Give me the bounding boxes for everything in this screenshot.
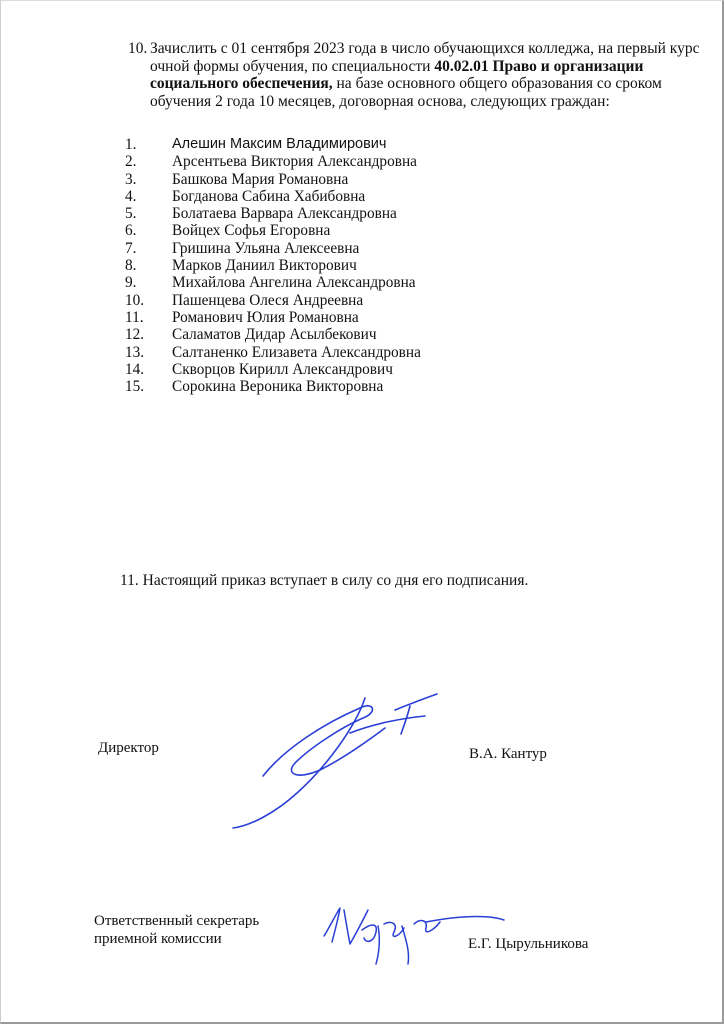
item-text-end: на базе основного общего образования со сроком обучения 2 года 10 месяцев, договорная основа, следующих граждан: [150, 75, 662, 110]
item-number: 10. [128, 40, 148, 57]
student-name: Саламатов Дидар Асылбекович [172, 326, 377, 344]
student-name: Болатаева Варвара Александровна [172, 205, 397, 223]
student-number: 8. [125, 257, 137, 275]
student-row [0, 153, 724, 170]
student-name: Арсентьева Виктория Александровна [172, 153, 417, 171]
student-number: 13. [125, 343, 145, 361]
student-name: Марков Даниил Викторович [172, 257, 357, 275]
student-row [0, 240, 724, 257]
student-row [0, 188, 724, 205]
student-number: 4. [125, 187, 137, 205]
student-number: 7. [125, 239, 137, 257]
student-number: 2. [125, 153, 137, 171]
student-number: 15. [125, 378, 145, 396]
student-number: 12. [125, 326, 145, 344]
student-name: Пашенцева Олеся Андреевна [172, 291, 364, 309]
student-number: 1. [125, 136, 137, 153]
director-signature [225, 688, 450, 833]
student-name: Богданова Сабина Хабибовна [172, 187, 366, 205]
secretary-label-line1: Ответственный секретарь [94, 913, 260, 929]
student-name: Башкова Мария Романовна [172, 170, 349, 188]
student-name: Сорокина Вероника Викторовна [172, 378, 384, 396]
student-name: Романович Юлия Романовна [172, 308, 359, 326]
student-row [0, 205, 724, 222]
student-number: 11. [125, 308, 144, 326]
student-number: 5. [125, 205, 137, 223]
student-name: Гришина Ульяна Алексеевна [172, 239, 360, 257]
item-text-start: Зачислить с 01 сентября 2023 года в число обучающихся колледжа, на первый курс очной формы обучения, по специальности [150, 40, 700, 75]
student-name: Михайлова Ангелина Александровна [172, 274, 416, 292]
student-row [0, 292, 724, 309]
student-row [0, 274, 724, 291]
student-name: Алешин Максим Владимирович [172, 136, 387, 152]
director-label: Директор [98, 740, 159, 756]
student-row [0, 222, 724, 239]
student-row [0, 257, 724, 274]
student-row [0, 171, 724, 188]
student-list [0, 136, 724, 395]
order-item-11: 11. Настоящий приказ вступает в силу со дня его подписания. [120, 572, 529, 589]
order-item-10 [128, 40, 703, 110]
student-number: 6. [125, 222, 137, 240]
student-number: 3. [125, 170, 137, 188]
student-row [0, 378, 724, 395]
student-name: Войцех Софья Егоровна [172, 222, 331, 240]
director-name: В.А. Кантур [469, 746, 547, 762]
student-row [0, 309, 724, 326]
student-name: Скворцов Кирилл Александрович [172, 360, 393, 378]
student-number: 14. [125, 360, 145, 378]
student-row [0, 361, 724, 378]
student-row [0, 344, 724, 361]
student-name: Салтаненко Елизавета Александровна [172, 343, 421, 361]
item-text [150, 40, 703, 110]
secretary-label-line2: приемной комиссии [94, 931, 222, 947]
student-row [0, 326, 724, 343]
secretary-label [94, 912, 259, 948]
student-number: 10. [125, 291, 145, 309]
specialty-name: 40.02.01 Право и организации социального обеспечения, [150, 57, 644, 92]
student-number: 9. [125, 274, 137, 292]
secretary-signature [318, 900, 508, 970]
secretary-name: Е.Г. Цырульникова [468, 936, 589, 952]
student-row [0, 136, 724, 153]
